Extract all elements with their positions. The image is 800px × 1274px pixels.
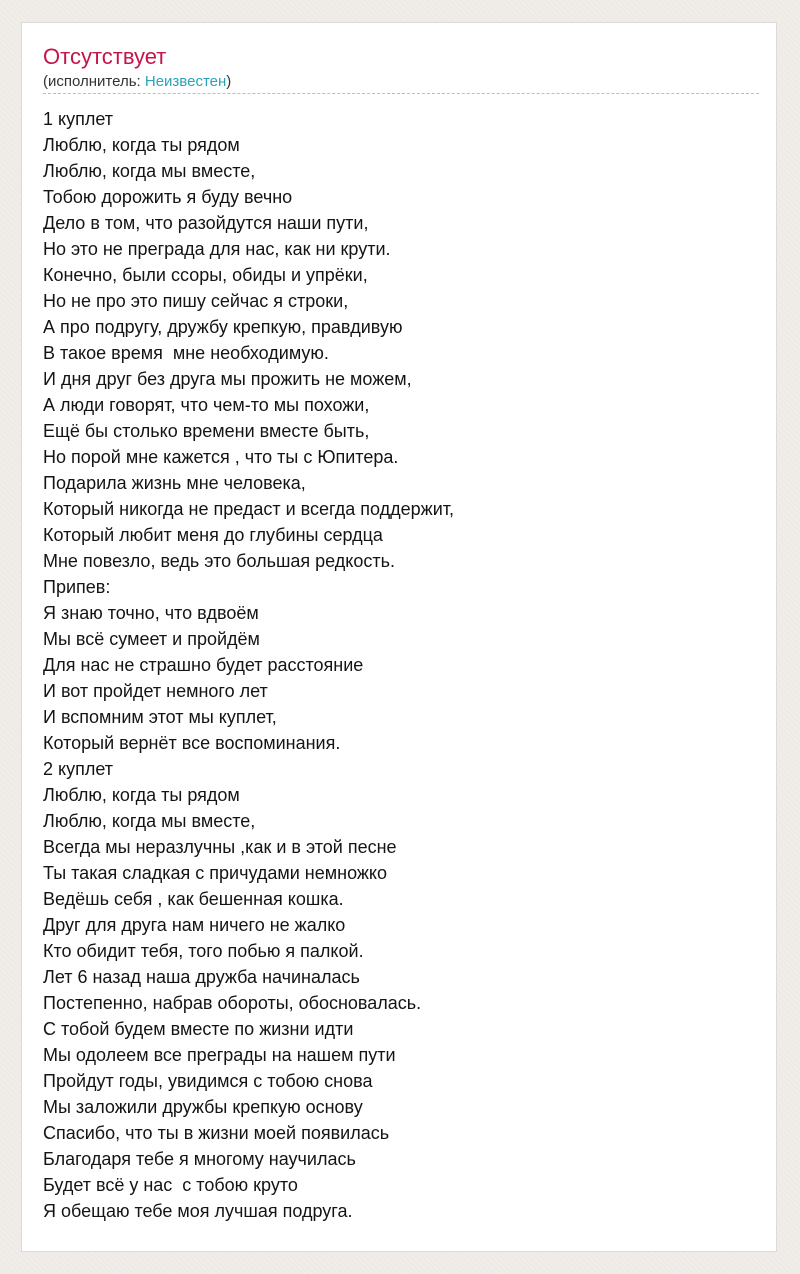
lyric-line: А про подругу, дружбу крепкую, правдивую	[43, 317, 403, 337]
lyric-line: С тобой будем вместе по жизни идти	[43, 1019, 354, 1039]
lyric-line: И дня друг без друга мы прожить не можем,	[43, 369, 412, 389]
lyric-line: Который вернёт все воспоминания.	[43, 733, 341, 753]
lyric-line: Тобою дорожить я буду вечно	[43, 187, 293, 207]
lyric-line: Люблю, когда мы вместе,	[43, 161, 256, 181]
lyric-line: Постепенно, набрав обороты, обосновалась.	[43, 993, 422, 1013]
lyric-line: Ещё бы столько времени вместе быть,	[43, 421, 370, 441]
lyric-line: Люблю, когда мы вместе,	[43, 811, 256, 831]
lyric-line: Но порой мне кажется , что ты с Юпитера.	[43, 447, 399, 467]
lyric-line: Пройдут годы, увидимся с тобою снова	[43, 1071, 373, 1091]
lyric-line: Который любит меня до глубины сердца	[43, 525, 383, 545]
lyric-line: Который никогда не предаст и всегда поддержит,	[43, 499, 455, 519]
artist-link[interactable]: Неизвестен	[144, 73, 227, 90]
lyric-line: Подарила жизнь мне человека,	[43, 473, 306, 493]
lyric-line: Дело в том, что разойдутся наши пути,	[43, 213, 369, 233]
lyric-line: Конечно, были ссоры, обиды и упрёки,	[43, 265, 368, 285]
lyric-line: Для нас не страшно будет расстояние	[43, 655, 364, 675]
lyric-line: Мы одолеем все преграды на нашем пути	[43, 1045, 396, 1065]
lyric-line: Мне повезло, ведь это большая редкость.	[43, 551, 395, 571]
lyric-line: Лет 6 назад наша дружба начиналась	[43, 967, 360, 987]
lyric-line: Спасибо, что ты в жизни моей появилась	[43, 1123, 390, 1143]
lyric-line: 1 куплет	[43, 109, 113, 129]
lyric-line: Люблю, когда ты рядом	[43, 135, 240, 155]
lyric-line: Будет всё у нас с тобою круто	[43, 1175, 298, 1195]
header-divider	[43, 93, 759, 94]
lyric-line: 2 куплет	[43, 759, 113, 779]
lyric-line: И вот пройдет немного лет	[43, 681, 268, 701]
lyric-line: Благодаря тебе я многому научилась	[43, 1149, 356, 1169]
lyric-line: Мы заложили дружбы крепкую основу	[43, 1097, 363, 1117]
artist-suffix: )	[226, 73, 232, 90]
lyrics-card	[21, 22, 777, 1252]
artist-prefix: (исполнитель:	[43, 73, 145, 90]
lyric-line: В такое время мне необходимую.	[43, 343, 329, 363]
lyric-line: Припев:	[43, 577, 111, 597]
lyric-line: Друг для друга нам ничего не жалко	[43, 915, 346, 935]
lyric-line: Но это не преграда для нас, как ни крути.	[43, 239, 391, 259]
lyric-line: И вспомним этот мы куплет,	[43, 707, 277, 727]
lyric-line: Мы всё сумеет и пройдём	[43, 629, 260, 649]
song-title: Отсутствует	[43, 44, 167, 69]
song-header	[43, 42, 759, 92]
artist-line	[43, 72, 759, 92]
lyric-line: Кто обидит тебя, того побью я палкой.	[43, 941, 364, 961]
lyric-line: А люди говорят, что чем-то мы похожи,	[43, 395, 370, 415]
lyric-line: Я обещаю тебе моя лучшая подруга.	[43, 1201, 353, 1221]
lyrics-text	[43, 106, 759, 1224]
lyric-line: Всегда мы неразлучны ,как и в этой песне	[43, 837, 397, 857]
lyric-line: Ты такая сладкая с причудами немножко	[43, 863, 388, 883]
lyric-line: Но не про это пишу сейчас я строки,	[43, 291, 349, 311]
lyric-line: Ведёшь себя , как бешенная кошка.	[43, 889, 344, 909]
lyric-line: Я знаю точно, что вдвоём	[43, 603, 259, 623]
lyric-line: Люблю, когда ты рядом	[43, 785, 240, 805]
